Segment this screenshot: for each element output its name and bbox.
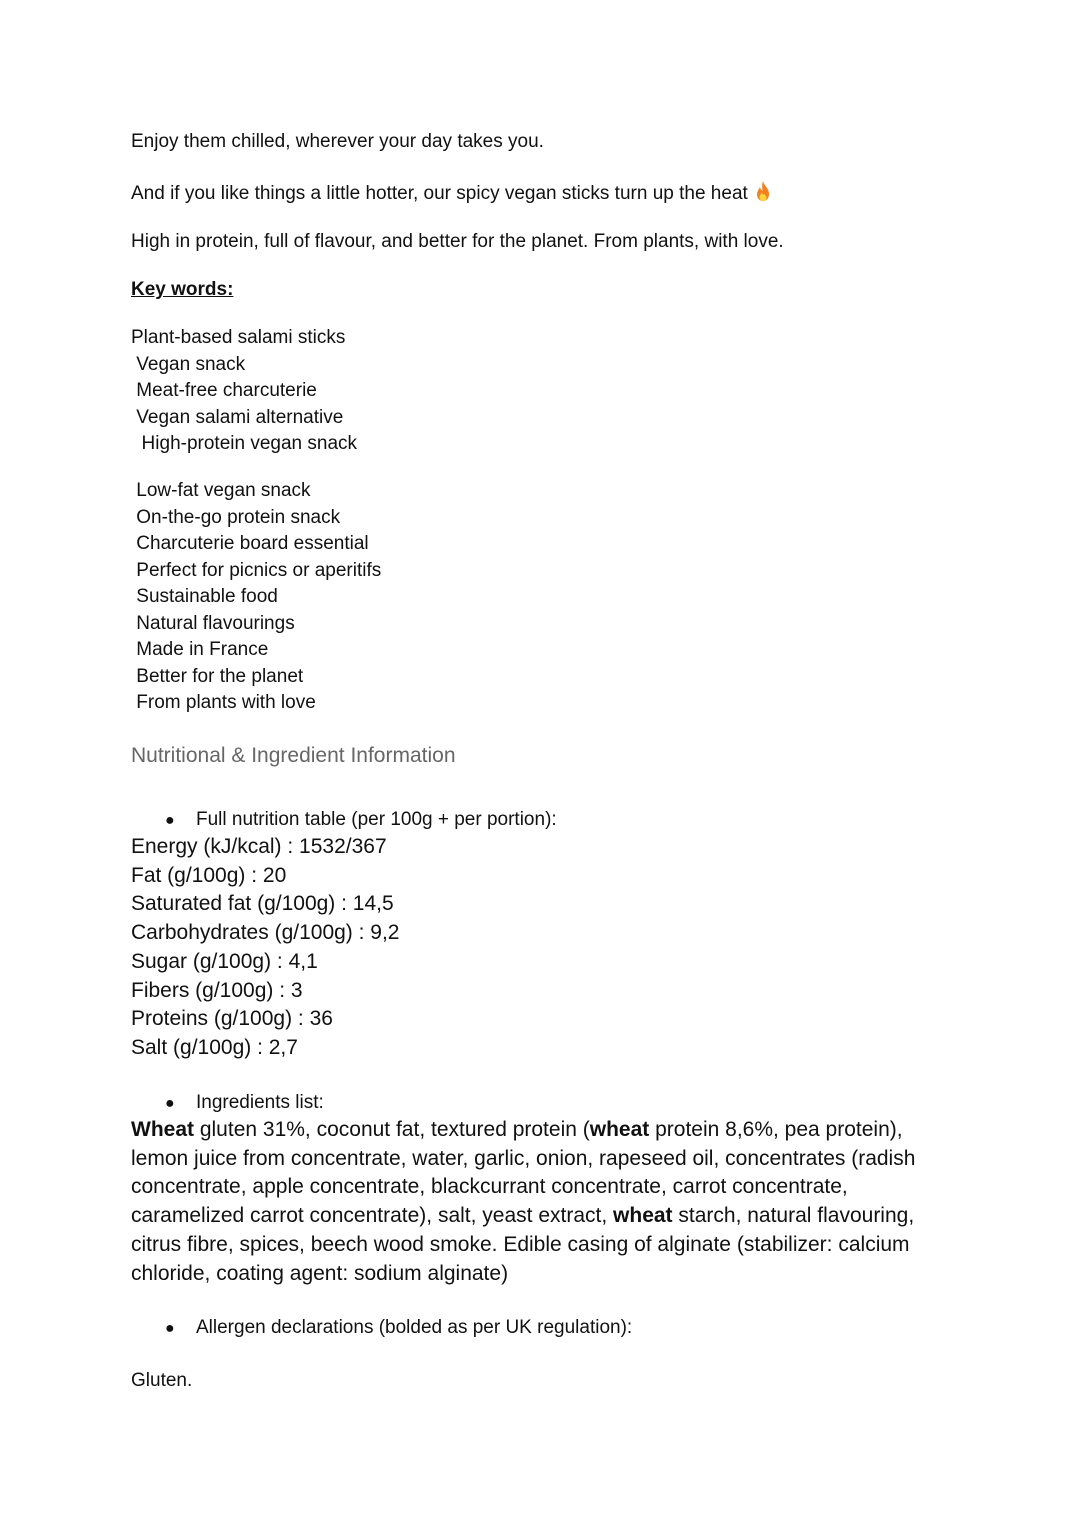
keyword-item: Sustainable food <box>131 586 278 607</box>
nutrition-row: Carbohydrates (g/100g) : 9,2 <box>131 921 400 945</box>
ingredient-text: protein 8,6%, pea protein), lemon juice from concentrate, water, garlic, onion, rapeseed oil, concentrates (radish concentrate, apple concentrate, blackcurrant concentrate, carrot concentrate, caramelized carrot concentrate), salt, yeast extract, <box>131 1118 916 1228</box>
ingredient-text: starch, natural flavouring, citrus fibre, spices, beech wood smoke. Edible casing of alginate (stabilizer: calcium chloride, coating agent: sodium alginate) <box>131 1204 915 1285</box>
ingredients-bullet-text: Ingredients list: <box>196 1092 324 1113</box>
allergen-value: Gluten. <box>131 1370 193 1391</box>
keywords-heading: Key words: <box>131 279 234 300</box>
keyword-item: Made in France <box>131 639 269 660</box>
keyword-item: Vegan snack <box>131 353 246 375</box>
nutrition-list <box>131 833 400 1063</box>
nutrition-row: Energy (kJ/kcal) : 1532/367 <box>131 835 387 858</box>
keyword-item: Vegan salami alternative <box>131 406 344 428</box>
allergen-highlight: wheat <box>613 1204 673 1228</box>
fire-emoji-icon <box>754 180 772 202</box>
nutrition-row: Proteins (g/100g) : 36 <box>131 1007 333 1031</box>
keyword-item: Plant-based salami sticks <box>131 327 346 348</box>
allergen-bullet-text: Allergen declarations (bolded as per UK regulation): <box>196 1317 633 1338</box>
intro-line-protein: High in protein, full of flavour, and better for the planet. From plants, with love. <box>131 231 784 252</box>
nutrition-table-bullet-text: Full nutrition table (per 100g + per portion): <box>196 809 557 830</box>
ingredients-paragraph <box>131 1116 961 1288</box>
allergen-highlight: Wheat <box>131 1118 194 1141</box>
bullet-dot: ● <box>165 812 175 829</box>
keywords-list-1 <box>131 325 357 458</box>
keyword-item: High-protein vegan snack <box>131 433 358 454</box>
keyword-item: Low-fat vegan snack <box>131 480 311 501</box>
intro-line-spicy-text: And if you like things a little hotter, our spicy vegan sticks turn up the heat <box>131 183 748 204</box>
intro-line-spicy <box>131 180 772 206</box>
nutrition-row: Salt (g/100g) : 2,7 <box>131 1035 298 1059</box>
nutrition-row: Fibers (g/100g) : 3 <box>131 978 303 1002</box>
bullet-dot: ● <box>165 1095 175 1112</box>
intro-line-chilled: Enjoy them chilled, wherever your day takes you. <box>131 131 544 152</box>
allergen-bullet <box>165 1316 632 1341</box>
keyword-item: Meat-free charcuterie <box>131 380 317 401</box>
ingredient-text: gluten 31%, coconut fat, textured protein ( <box>194 1118 590 1141</box>
nutrition-row: Fat (g/100g) : 20 <box>131 863 287 887</box>
nutrition-table-bullet <box>165 808 557 833</box>
keyword-item: Charcuterie board essential <box>131 533 369 554</box>
keyword-item: Natural flavourings <box>131 612 295 634</box>
nutrition-section-title: Nutritional & Ingredient Information <box>131 744 456 767</box>
ingredients-bullet <box>165 1091 324 1116</box>
keyword-item: From plants with love <box>131 692 316 713</box>
bullet-dot: ● <box>165 1320 175 1337</box>
document-page <box>131 0 961 1526</box>
nutrition-row: Sugar (g/100g) : 4,1 <box>131 949 318 973</box>
keyword-item: Perfect for picnics or aperitifs <box>131 559 382 581</box>
keywords-list-2 <box>131 478 381 717</box>
keyword-item: On-the-go protein snack <box>131 506 341 528</box>
keyword-item: Better for the planet <box>131 665 304 687</box>
nutrition-row: Saturated fat (g/100g) : 14,5 <box>131 892 394 916</box>
allergen-highlight: wheat <box>589 1118 650 1141</box>
